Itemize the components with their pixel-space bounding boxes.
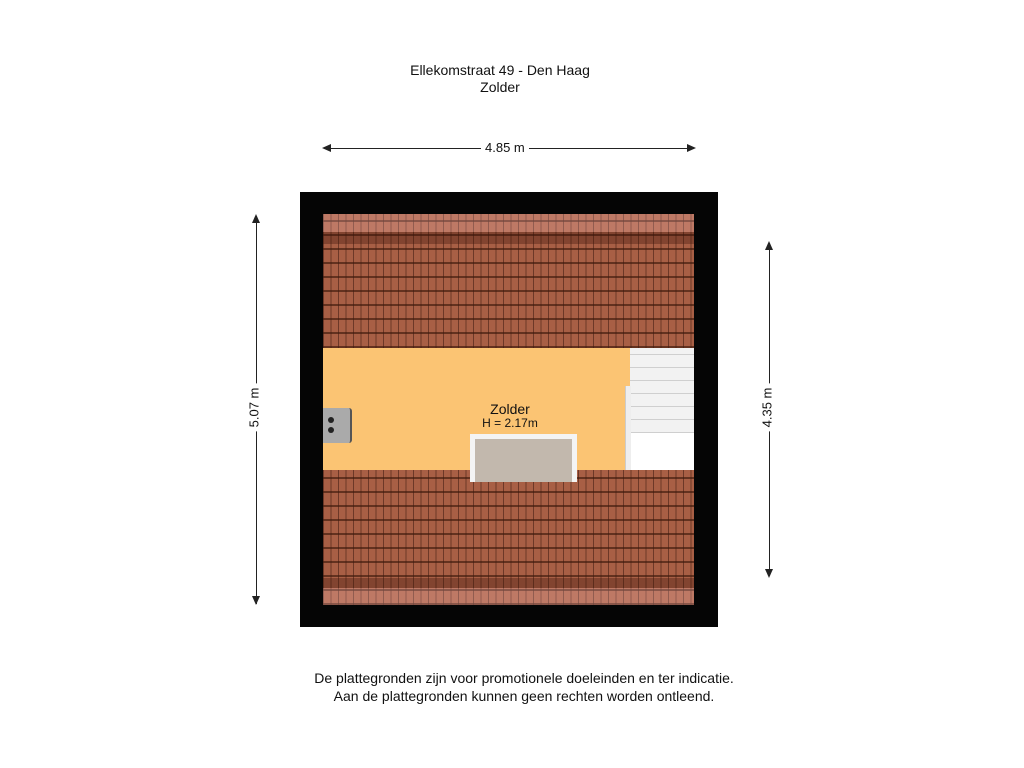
stair-landing — [630, 433, 694, 470]
chimney-vent-icon — [323, 408, 352, 443]
disclaimer-line2: Aan de plattegronden kunnen geen rechten worden ontleend. — [333, 688, 715, 704]
address-title: Ellekomstraat 49 - Den Haag — [410, 62, 590, 78]
stair-railing — [625, 386, 631, 470]
staircase — [630, 348, 694, 433]
right-height-label: 4.35 m — [759, 384, 774, 432]
room-name: Zolder — [490, 401, 530, 417]
roof-top — [323, 214, 694, 348]
width-label: 4.85 m — [481, 140, 529, 155]
left-height-label: 5.07 m — [246, 384, 261, 432]
room-height: H = 2.17m — [482, 416, 538, 430]
floor-title: Zolder — [480, 79, 520, 95]
disclaimer-line1: De plattegronden zijn voor promotionele doeleinden en ter indicatie. — [314, 670, 734, 686]
roof-window — [470, 434, 577, 482]
roof-bottom — [323, 470, 694, 605]
